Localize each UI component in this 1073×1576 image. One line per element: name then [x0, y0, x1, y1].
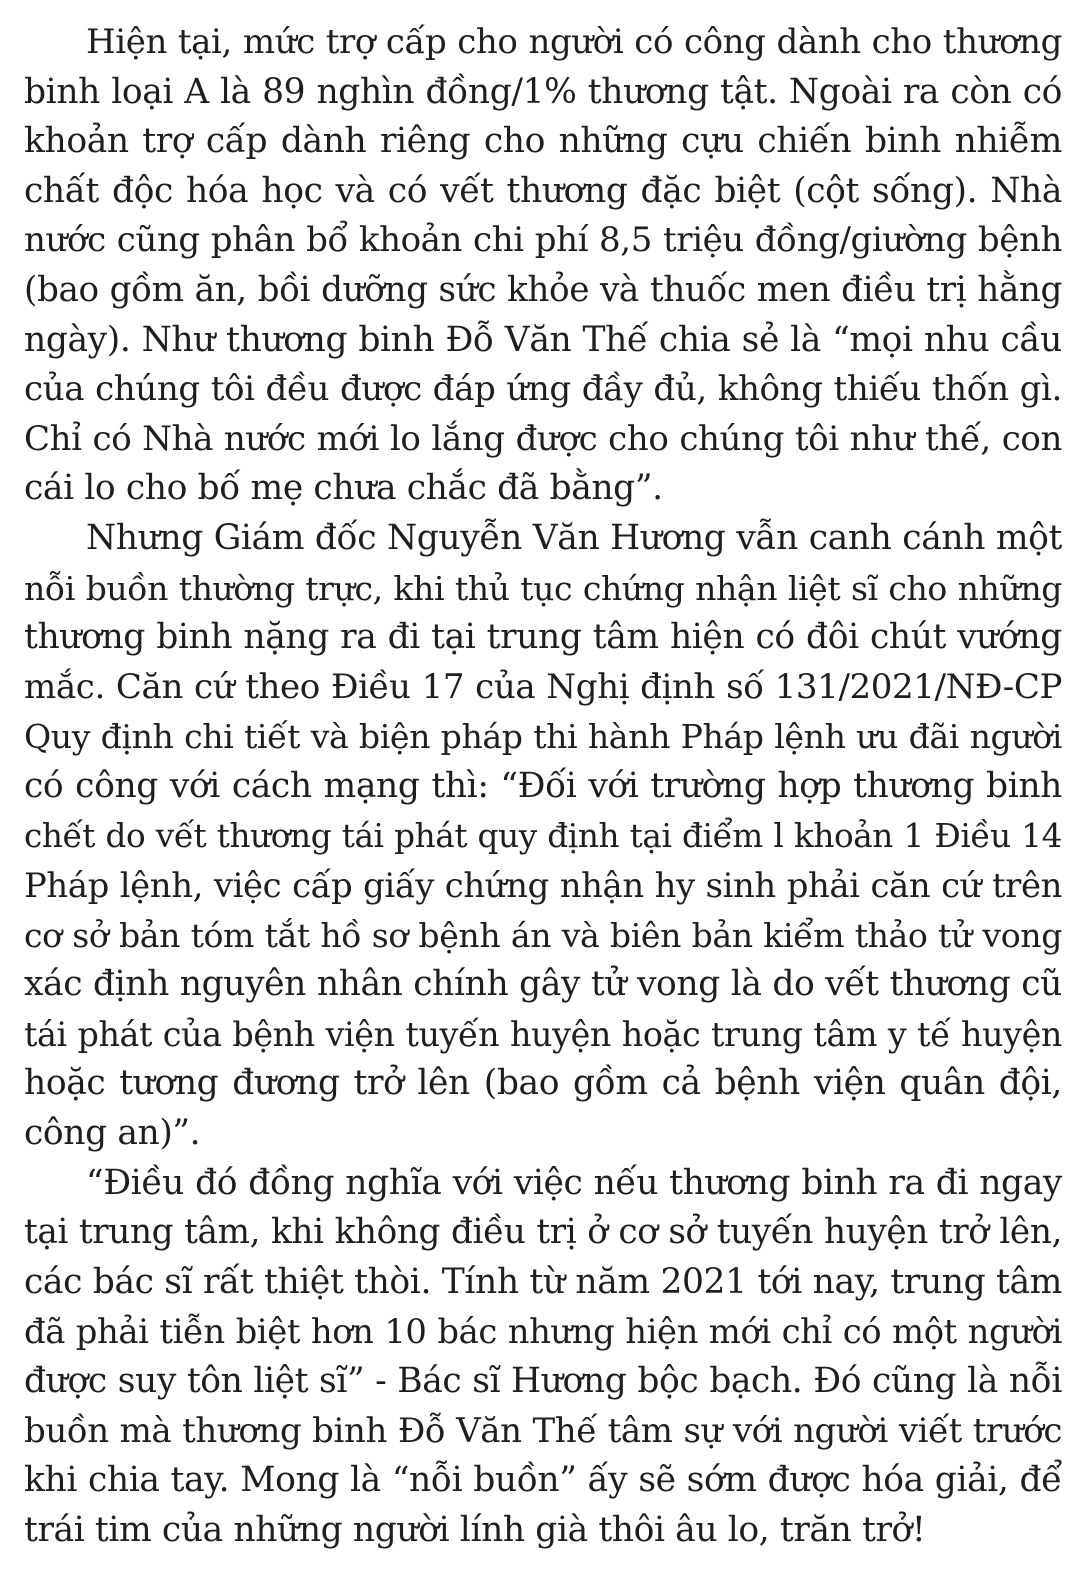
text-line: mắc. Căn cứ theo Điều 17 của Nghị định số 131/2021/NĐ-CP — [24, 666, 1062, 707]
text-line: thương binh nặng ra đi tại trung tâm hiện có đôi chút vướng — [24, 617, 1062, 658]
text-line: có công với cách mạng thì: “Đối với trường hợp thương binh — [24, 765, 1062, 806]
text-line: được suy tôn liệt sĩ” - Bác sĩ Hương bộc bạch. Đó cũng là nỗi — [24, 1361, 1062, 1402]
text-line: công an)”. — [24, 1113, 201, 1154]
text-line: Hiện tại, mức trợ cấp cho người có công dành cho thương — [86, 22, 1062, 62]
text-line: “Điều đó đồng nghĩa với việc nếu thương binh ra đi ngay — [86, 1162, 1062, 1203]
text-line: binh loại A là 89 nghìn đồng/1% thương tật. Ngoài ra còn có — [24, 71, 1062, 112]
text-line: Pháp lệnh, việc cấp giấy chứng nhận hy sinh phải căn cứ trên — [24, 866, 1062, 906]
paragraph-2 — [24, 514, 1062, 1159]
text-line: hoặc tương đương trở lên (bao gồm cả bệnh viện quân đội, — [24, 1063, 1062, 1104]
text-line: tái phát của bệnh viện tuyến huyện hoặc trung tâm y tế huyện — [24, 1014, 1062, 1054]
paragraph-3 — [24, 1159, 1062, 1556]
text-line: cơ sở bản tóm tắt hồ sơ bệnh án và biên bản kiểm thảo tử vong — [24, 915, 1062, 955]
text-line: khi chia tay. Mong là “nỗi buồn” ấy sẽ sớm được hóa giải, để — [24, 1460, 1062, 1501]
document-page — [24, 18, 1062, 1555]
text-line: Chỉ có Nhà nước mới lo lắng được cho chúng tôi như thế, con — [24, 418, 1062, 459]
text-line: khoản trợ cấp dành riêng cho những cựu chiến binh nhiễm — [24, 121, 1062, 162]
text-line: của chúng tôi đều được đáp ứng đầy đủ, không thiếu thốn gì. — [24, 369, 1062, 410]
text-line: chết do vết thương tái phát quy định tại điểm l khoản 1 Điều 14 — [24, 816, 1062, 855]
paragraph-1 — [24, 18, 1062, 514]
text-line: đã phải tiễn biệt hơn 10 bác nhưng hiện mới chỉ có một người — [24, 1312, 1062, 1352]
text-line: các bác sĩ rất thiệt thòi. Tính từ năm 2021 tới nay, trung tâm — [24, 1261, 1062, 1302]
text-line: Quy định chi tiết và biện pháp thi hành Pháp lệnh ưu đãi người — [24, 717, 1062, 757]
text-line: nước cũng phân bổ khoản chi phí 8,5 triệu đồng/giường bệnh — [24, 220, 1062, 261]
text-line: cái lo cho bố mẹ chưa chắc đã bằng”. — [24, 468, 663, 509]
text-line: Nhưng Giám đốc Nguyễn Văn Hương vẫn canh cánh một — [86, 517, 1062, 558]
text-line: (bao gồm ăn, bồi dưỡng sức khỏe và thuốc men điều trị hằng — [24, 269, 1062, 310]
text-line: ngày). Như thương binh Đỗ Văn Thế chia sẻ là “mọi nhu cầu — [24, 319, 1062, 360]
text-line: xác định nguyên nhân chính gây tử vong là do vết thương cũ — [24, 964, 1062, 1005]
text-line: buồn mà thương binh Đỗ Văn Thế tâm sự với người viết trước — [24, 1410, 1062, 1451]
text-line: tại trung tâm, khi không điều trị ở cơ sở tuyến huyện trở lên, — [24, 1212, 1062, 1253]
text-line: chất độc hóa học và có vết thương đặc biệt (cột sống). Nhà — [24, 170, 1062, 211]
text-line: trái tim của những người lính già thôi âu lo, trăn trở! — [24, 1509, 926, 1550]
text-line: nỗi buồn thường trực, khi thủ tục chứng nhận liệt sĩ cho những — [24, 568, 1062, 608]
